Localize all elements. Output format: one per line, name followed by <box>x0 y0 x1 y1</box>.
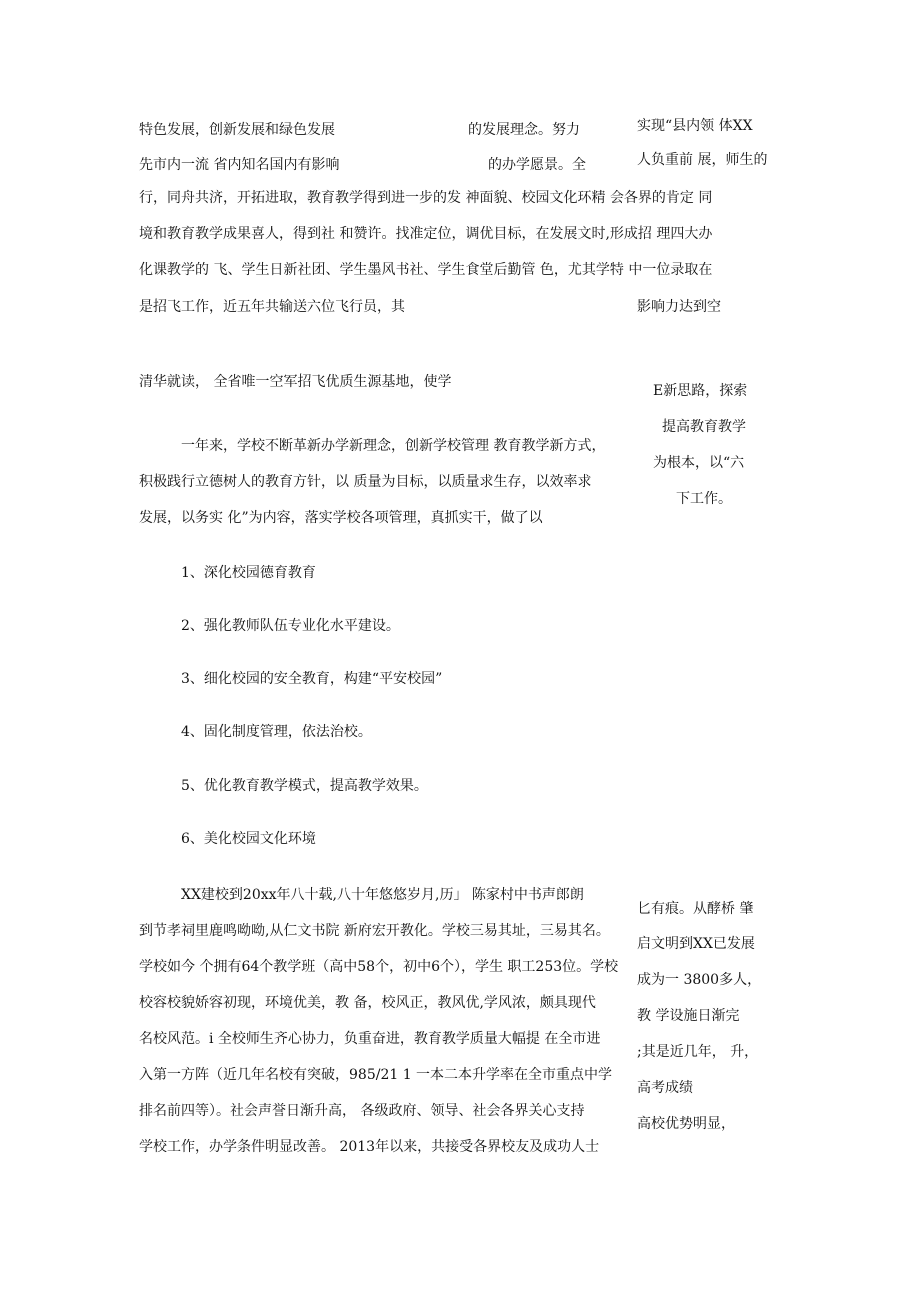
paragraph-line: 积极践行立德树人的教育方针，以 质量为目标，以质量求生存，以效率求 <box>139 474 592 490</box>
paragraph-line: 行，同舟共济，开拓进取，教育教学得到进一步的发 神面貌、校园文化环精 会各界的肯定 同 <box>139 190 713 206</box>
paragraph-line: 到节孝祠里鹿鸣呦呦,从仁文书院 新府宏开教化。学校三易其址，三易其名。 <box>139 923 610 939</box>
paragraph-line: 校容校貌娇容初现，环境优美，教 备，校风正，教风优,学风浓，颇具现代 <box>139 995 596 1011</box>
side-column-line: 影响力达到空 <box>637 299 721 315</box>
side-column-line: 高考成绩 <box>637 1080 693 1096</box>
paragraph-line: 特色发展，创新发展和绿色发展 <box>139 122 335 138</box>
paragraph-line: 排名前四等）。社会声誉日渐升高， 各级政府、领导、社会各界关心支持 <box>139 1103 585 1119</box>
paragraph-line: XX建校到20xx年八十载,八十年悠悠岁月,历」 陈家村中书声郎朗 <box>181 887 584 903</box>
paragraph-line: 学校如今 个拥有64个教学班（高中58个，初中6个），学生 职工253位。学校 <box>139 959 619 975</box>
paragraph-line: 先市内一流 省内知名国内有影响 <box>139 157 340 173</box>
paragraph-line: 发展，以务实 化”为内容，落实学校各项管理，真抓实干，做了以 <box>139 510 543 526</box>
side-column-line: 下工作。 <box>676 491 732 507</box>
paragraph-fragment: 的发展理念。努力 <box>468 122 580 138</box>
side-column-line: 高校优势明显， <box>637 1116 735 1132</box>
paragraph-line: 一年来，学校不断革新办学新理念，创新学校管理 教育教学新方式， <box>181 438 606 454</box>
side-column-line: 为根本，以“六 <box>653 455 745 471</box>
paragraph-line: 学校工作，办学条件明显改善。 2013年以来，共接受各界校友及成功人士 <box>139 1139 600 1155</box>
paragraph-line: 清华就读， 全省唯一空军招飞优质生源基地，使学 <box>139 374 452 390</box>
list-item: 2、强化教师队伍专业化水平建设。 <box>181 618 400 634</box>
paragraph-line: 化课教学的 飞、学生日新社团、学生墨风书社、学生食堂后勤管 色，尤其学特 中一位录取在 <box>139 262 713 278</box>
side-column-line: 教 学设施日渐完 <box>637 1008 740 1024</box>
side-column-line: 实现“县内领 体XX <box>637 118 753 134</box>
list-item: 5、优化教育教学模式，提高教学效果。 <box>181 778 428 794</box>
paragraph-line: 入第一方阵（近几年名校有突破，985/21 1 一本二本升学率在全市重点中学 <box>139 1067 613 1083</box>
paragraph-line: 名校风范。i 全校师生齐心协力，负重奋进，教育教学质量大幅提 在全市进 <box>139 1031 601 1047</box>
list-item: 6、美化校园文化环境 <box>181 831 316 847</box>
side-column-line: 人负重前 展，师生的 <box>637 152 768 168</box>
side-column-line: ;其是近几年， 升， <box>637 1044 759 1060</box>
list-item: 3、细化校园的安全教育，构建“平安校园” <box>181 671 443 687</box>
paragraph-line: 是招飞工作，近五年共输送六位飞行员，其 <box>139 299 405 315</box>
paragraph-fragment: 的办学愿景。全 <box>488 157 586 173</box>
side-column-line: 成为一 3800多人， <box>637 972 762 988</box>
side-column-line: E新思路，探索 <box>653 383 748 399</box>
paragraph-line: 境和教育教学成果喜人，得到社 和赞许。找准定位，调优目标，在发展文时,形成招 理四大办 <box>139 226 713 242</box>
side-column-line: 提高教育教学 <box>662 419 746 435</box>
side-column-line: 启文明到XX已发展 <box>637 936 755 952</box>
list-item: 1、深化校园德育教育 <box>181 565 316 581</box>
side-column-line: 匕有痕。从酵桥 肇 <box>637 901 754 917</box>
list-item: 4、固化制度管理，依法治校。 <box>181 724 372 740</box>
